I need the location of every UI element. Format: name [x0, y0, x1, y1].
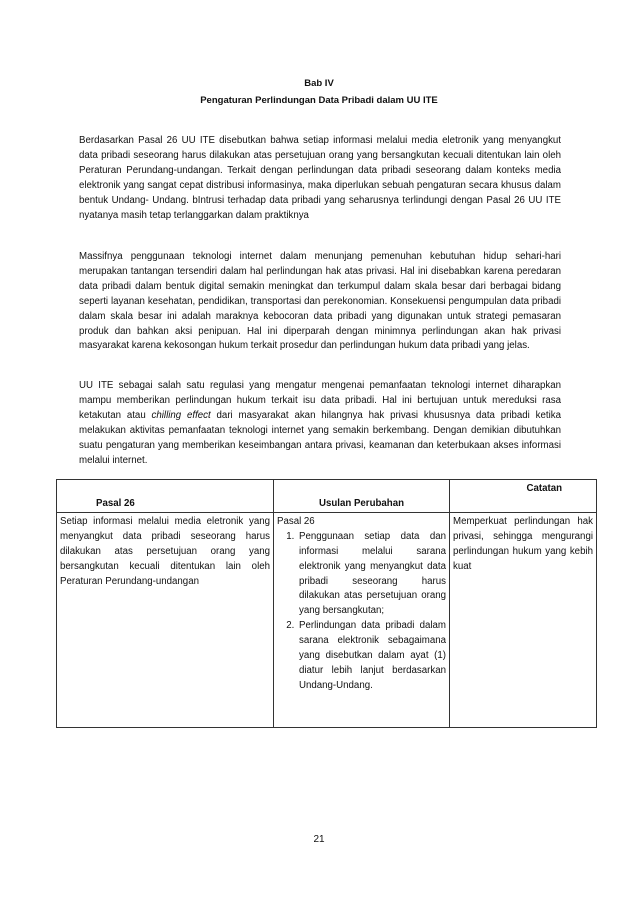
usulan-item-1: 1. Penggunaan setiap data dan informasi melalui sarana elektronik yang menyangkut data pribadi seseorang harus dilakukan atas persetujuan orang yang bersangkutan; [297, 530, 446, 619]
chapter-label: Bab IV [304, 78, 334, 89]
usulan-item-2: 2. Perlindungan data pribadi dalam sarana elektronik sebagaimana yang disebutkan dalam ayat (1) diatur lebih lanjut berdasarkan Undang-Undang. [297, 619, 446, 694]
cell-usulan [274, 512, 450, 727]
cell-catatan-text: Memperkuat perlindungan hak privasi, sehingga mengurangi perlindungan hukum yang kebih kuat [450, 512, 597, 727]
header-catatan: Catatan [450, 480, 597, 513]
paragraph-3-text-a: UU ITE sebagai salah satu regulasi yang mengatur mengenai pemanfaatan teknologi internet diharapkan mampu memberikan perlindungan hukum terkait isu data pribadi. Hal ini bertujuan untuk mereduksi rasa ketakutan atau [79, 380, 561, 421]
chapter-title: Pengaturan Perlindungan Data Pribadi dalam UU ITE [200, 95, 438, 106]
header-pasal-26: Pasal 26 [57, 480, 274, 513]
page-number: 21 [313, 834, 325, 845]
paragraph-3-text-b: dari masyarakat akan hilangnya hak privasi khususnya data pribadi ketika melakukan aktivitas pemanfaatan teknologi internet yang semakin berkembang. Dengan demikian dibutuhkan suatu pengaturan yang memberikan keseimbangan antara privasi, keamanan dan keterbukaan akses informasi melalui internet. [79, 409, 561, 466]
paragraph-2: Massifnya penggunaan teknologi internet dalam menunjang pemenuhan kebutuhan hidup sehari-hari merupakan tantangan tersendiri dalam hal perlindungan hak atas privasi. Hal ini disebabkan karena peredaran data pribadi dalam bentuk digital semakin meningkat dan terkumpul dalam skala besar dari berbagai bidang seperti layanan kesehatan, pendidikan, transportasi dan perekonomian. Konsekuensi pengumpulan data pribadi dalam skala besar ini adalah maraknya kebocoran data pribadi yang digunakan untuk strategi pemasaran produk dan bahkan aksi penipuan. Hal ini diperparah dengan minimnya perlindungan akan hak privasi masyarakat karena kekosongan hukum terkait prosedur dan perlindungan hukum data pribadi yang jelas. [79, 251, 561, 352]
paragraph-3 [79, 379, 561, 468]
cell-pasal-text: Setiap informasi melalui media eletronik yang menyangkut data pribadi seseorang harus dilakukan atas persetujuan orang yang bersangkutan kecuali ditentukan lain oleh Peraturan Perundang-undangan [57, 512, 274, 727]
usulan-title: Pasal 26 [277, 515, 315, 527]
header-usulan-perubahan: Usulan Perubahan [274, 480, 450, 513]
comparison-table [56, 479, 597, 728]
table-header-row [57, 480, 597, 513]
paragraph-3-italic-term: chilling effect [151, 409, 211, 421]
usulan-list [277, 530, 446, 694]
table-row [57, 512, 597, 727]
paragraph-1: Berdasarkan Pasal 26 UU ITE disebutkan bahwa setiap informasi melalui media eletronik yang menyangkut data pribadi seseorang harus dilakukan atas persetujuan orang yang bersangkutan kecuali ditentukan lain oleh Peraturan Perundang-undangan. Terkait dengan perlindungan data pribadi seseorang dalam konteks media elektronik yang sangat cepat distribusi informasinya, maka diperlukan sebuah pengaturan secara khusus dalam bentuk Undang- Undang. bIntrusi terhadap data pribadi yang seharusnya terlindungi dengan Pasal 26 UU ITE nyatanya masih tetap terlanggarkan dalam praktiknya [79, 135, 561, 221]
